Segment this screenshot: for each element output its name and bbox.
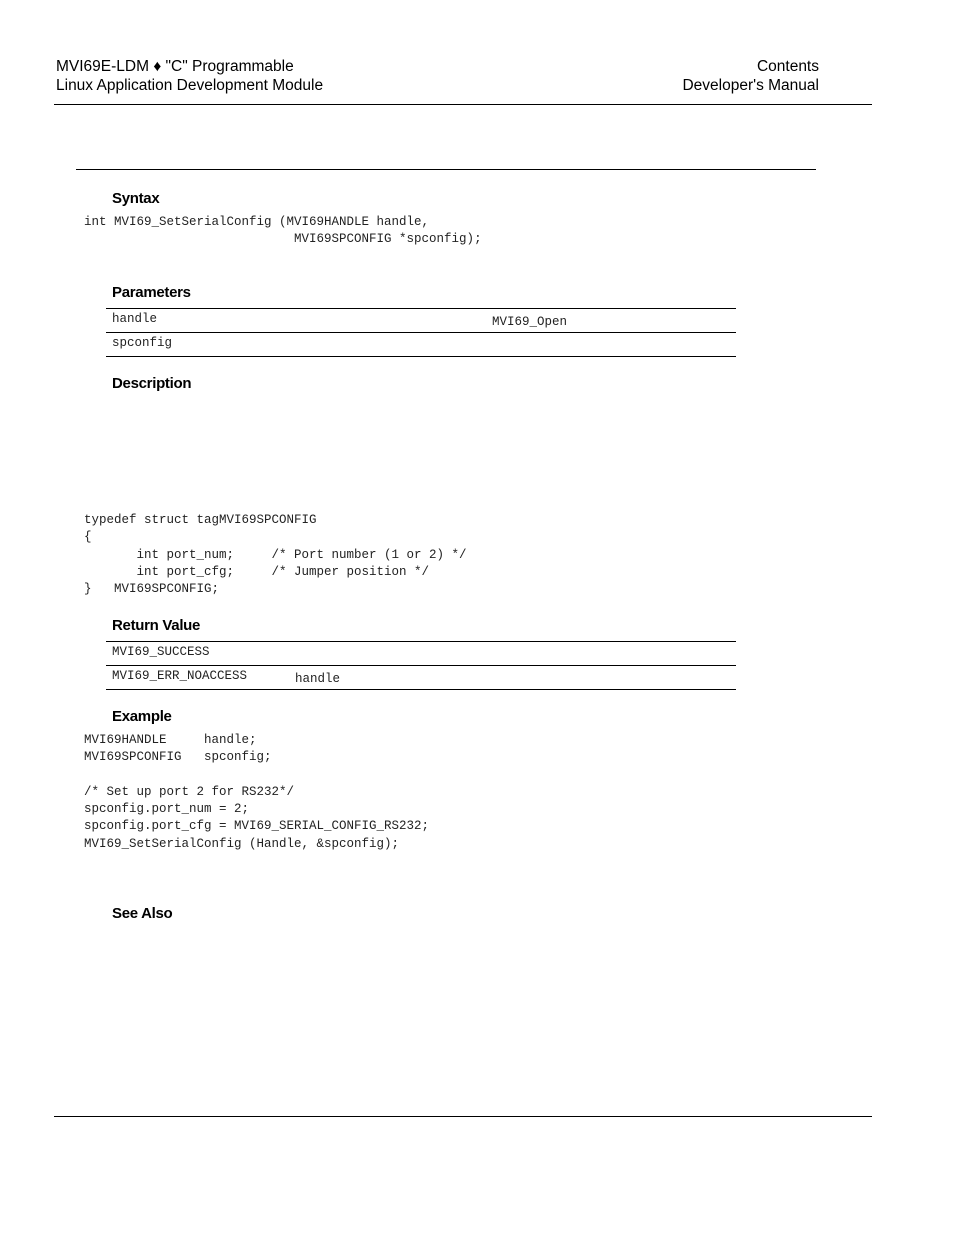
see-also-heading: See Also	[112, 905, 173, 922]
header-section-name: Contents	[756, 58, 819, 75]
table-row	[106, 308, 736, 332]
header-right	[682, 57, 819, 95]
return-value-heading: Return Value	[112, 617, 201, 634]
syntax-code: int MVI69_SetSerialConfig (MVI69HANDLE handle, MVI69SPCONFIG *spconfig);	[84, 215, 482, 247]
parameters-table	[106, 308, 736, 357]
return-value-table	[106, 641, 736, 690]
section-top-rule	[76, 169, 816, 170]
header-manual-name: Developer's Manual	[682, 77, 819, 94]
parameter-description: MVI69_Open	[492, 315, 568, 329]
return-description: handle	[295, 672, 341, 686]
table-row	[106, 332, 736, 357]
description-struct-code: typedef struct tagMVI69SPCONFIG { int port_num; /* Port number (1 or 2) */ int port_cfg; /* Jumper position */ } MVI69SPCONFIG;	[84, 513, 467, 597]
example-heading: Example	[112, 708, 172, 725]
return-code: MVI69_ERR_NOACCESS	[112, 669, 248, 683]
parameters-heading: Parameters	[112, 284, 191, 301]
table-row	[106, 641, 736, 665]
return-code: MVI69_SUCCESS	[112, 645, 210, 659]
parameter-name: spconfig	[112, 336, 173, 350]
description-heading: Description	[112, 375, 192, 392]
header-product-subtitle: Linux Application Development Module	[56, 77, 324, 94]
example-code: MVI69HANDLE handle; MVI69SPCONFIG spconfig; /* Set up port 2 for RS232*/ spconfig.port_num = 2; spconfig.port_cfg = MVI69_SERIAL_CONFIG_RS232; MVI69_SetSerialConfig (Handle, &spconfig);	[84, 733, 430, 851]
header-left	[56, 57, 323, 95]
header-product-title: MVI69E-LDM ♦ "C" Programmable	[56, 58, 294, 75]
header-divider	[54, 104, 872, 105]
parameter-name: handle	[112, 312, 158, 326]
footer-divider	[54, 1116, 872, 1117]
syntax-heading: Syntax	[112, 190, 160, 207]
table-row	[106, 665, 736, 690]
